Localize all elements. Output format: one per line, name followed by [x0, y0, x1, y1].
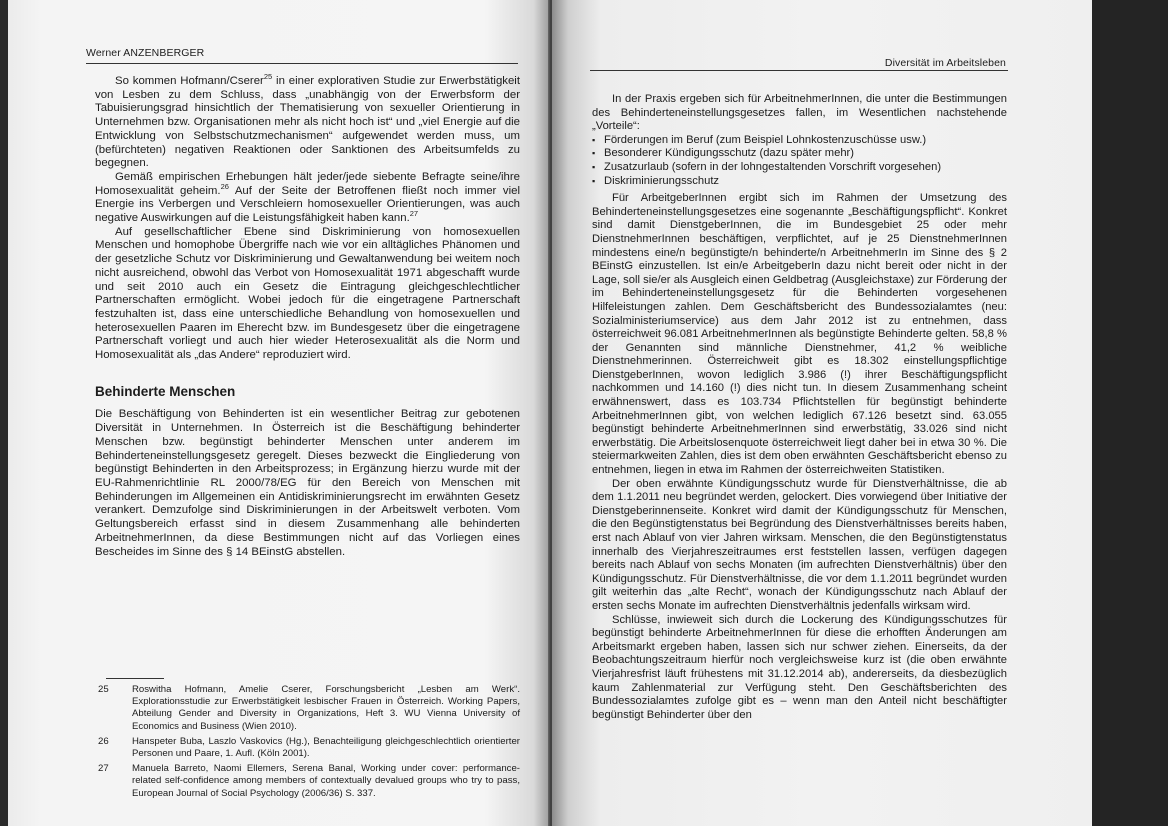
section-heading: Behinderte Menschen [95, 383, 236, 399]
paragraph: In der Praxis ergeben sich für ArbeitnehmerInnen, die unter die Bestimmungen des Behinderteneinstellungsgesetzes fallen, im Wesentlichen nachstehende „Vorteile“: [592, 93, 1007, 133]
footnote-marker: 27 [409, 209, 419, 219]
paragraph: Schlüsse, inwieweit sich durch die Lockerung des Kündigungsschutzes für begünstigt behinderte ArbeitnehmerInnen für diese die erhofften Änderungen am Arbeitsmarkt ergeben haben, lassen sich nur schwer ziehen. Einerseits, da der Beobachtungszeitraum hierfür noch vergleichsweise kurz ist (die oben erwähnte Vierjahresfrist läuft frühestens mit 31.12.2014 ab), andererseits, da diesbezüglich kaum Zahlenmaterial zur Verfügung steht. Den Geschäftsberichten des Bundessozialamtes zufolge gibt es – wenn man den Anteil nicht beschäftigter begünstigt Behinderter über den [592, 613, 1007, 721]
list-item: ▪ Besonderer Kündigungsschutz (dazu später mehr) [592, 147, 1007, 161]
footnote-marker: 26 [220, 181, 229, 191]
paragraph: Gemäß empirischen Erhebungen hält jeder/jede siebente Befragte seine/ihre Homosexualität geheim.$^{26}$ Auf der Seite der Betroffenen fließt noch immer viel Energie ins Verbergen und Verschleiern homosexueller Orientierungen, was auch negative Auswirkungen auf die Leistungsfähigkeit haben kann.$^{27}$ [95, 170, 520, 225]
list-item: ▪ Förderungen im Beruf (zum Beispiel Lohnkostenzuschüsse usw.) [592, 134, 1007, 148]
left-page [8, 0, 550, 826]
paragraph: So kommen Hofmann/Cserer$^{25}$ in einer explorativen Studie zur Erwerbstätigkeit von Lesben zu dem Schluss, dass „unabhängig von der Erwerbsform der Tabuisierungsgrad hinsichtlich der Thematisierung von sexueller Orientierung in Unternehmen bzw. Organisationen mehr als nicht hoch ist“ und „viel Energie auf die Entwicklung von Selbstschutzmechanismen“ aufgewendet werden muss, um (befürchteten) negativen Reaktionen oder Sanktionen des Arbeitsumfelds zu begegnen. [95, 72, 520, 170]
left-text-column [95, 72, 520, 559]
paragraph: Für ArbeitgeberInnen ergibt sich im Rahmen der Umsetzung des Behinderteneinstellungsgesetzes eine sogenannte „Beschäftigungspflicht“. Konkret sind damit DienstgeberInnen, die im Bundesgebiet 25 oder mehr DienstnehmerInnen beschäftigen, verpflichtet, auf je 25 DienstnehmerInnen mindestens eine/n begünstigte/n behinderte/n ArbeitnehmerIn im Sinne des § 2 BEinstG einzustellen. Ist ein/e ArbeitgeberIn dazu nicht bereit oder nicht in der Lage, soll sie/er als Ausgleich einen Geldbetrag (Ausgleichstaxe) zur Förderung der im Behinderteneinstellungsgesetz für die Behinderten vorgesehenen Hilfeleistungen zahlen. Dem Geschäftsbericht des Bundessozialamtes (neu: Sozialministeriumservice) aus dem Jahr 2012 ist zu entnehmen, dass österreichweit 96.081 ArbeitnehmerInnen als begünstigte Behinderte gelten. 58,8 % der Genannten sind männliche Dienstnehmer, 41,2 % weibliche Dienstnehmerinnen. Österreichweit gibt es 18.302 einstellungspflichtige DienstgeberInnen, wovon lediglich 3.986 (!) ihrer Beschäftigungspflicht nachkommen und 14.160 (!) dies nicht tun. In diesem Zusammenhang scheint erwähnenswert, dass es 103.734 Pflichtstellen für begünstigt behinderte ArbeitnehmerInnen gibt, von welchen lediglich 67.126 besetzt sind. 63.055 begünstigt behinderte ArbeitnehmerInnen sind erwerbstätig, 33.026 sind nicht erwerbstätig. Die Arbeitslosenquote österreichweit liegt daher bei in etwa 30 %. Die steiermarkweiten Zahlen, dies ist dem oben erwähnten Geschäftsbericht ebenso zu entnehmen, liegen in etwa im Rahmen der österreichweiten Statistiken. [592, 192, 1007, 477]
scan-background [1092, 0, 1168, 826]
running-head-right: Diversität im Arbeitsleben [884, 57, 1006, 69]
footnote: 26 Hanspeter Buba, Laszlo Vaskovics (Hg.), Benachteiligung gleichgeschlechtlich orientierter Personen und Paare, 1. Aufl. (Köln 2001). [98, 735, 520, 760]
header-rule-right [590, 70, 1008, 71]
right-text-column [592, 93, 1007, 722]
paragraph: Die Beschäftigung von Behinderten ist ein wesentlicher Beitrag zur gebotenen Diversität in Unternehmen. In Österreich ist die Beschäftigung behinderter Menschen bzw. begünstigt behinderter Menschen unter anderem im Behinderteneinstellungsgesetz geregelt. Dieses bezweckt die Eingliederung von begünstigt Behinderten in den Arbeitsprozess; in Ergänzung hierzu wurde mit der EU-Rahmenrichtlinie RL 2000/78/EG für den Bereich von Menschen mit Behinderungen im Allgemeinen ein Antidiskriminierungsrecht im erwähnten Gesetz verankert. Demzufolge sind Diskriminierungen in der Arbeitswelt verboten. Vom Geltungsbereich erfasst sind in diesem Zusammenhang alle behinderten ArbeitnehmerInnen, da diese Bestimmungen nicht auf das Vorliegen eines Bescheides im Sinne des § 14 BEinstG abstellen. [95, 408, 520, 558]
header-rule-left [86, 63, 518, 64]
right-page [552, 0, 1092, 826]
paragraph: Der oben erwähnte Kündigungsschutz wurde für Dienstverhältnisse, die ab dem 1.1.2011 neu begründet werden, gelockert. Dies vorwiegend über Initiative der Dienstgeberinnenseite. Konkret wird damit der Kündigungsschutz für Menschen, die den Begünstigtenstatus bei Begründung des Dienstverhältnisses bereits haben, erst nach Ablauf von vier Jahren wirksam. Menschen, die den Begünstigtenstatus innerhalb des Vierjahreszeitraumes erst feststellen lassen, verfügen dagegen bereits nach Ablauf von sechs Monaten (im aufrechten Dienstverhältnis) über den Kündigungsschutz. Für Dienstverhältnisse, die vor dem 1.1.2011 begründet wurden gilt weiterhin das „alte Recht“, wonach der Kündigungsschutz nach Ablauf der ersten sechs Monate im aufrechten Dienstverhältnis jedenfalls wirksam wird. [592, 477, 1007, 612]
footnotes [98, 684, 520, 803]
paragraph: Auf gesellschaftlicher Ebene sind Diskriminierung von homosexuellen Menschen und homophobe Übergriffe nach wie vor ein alltägliches Phänomen und der gesetzliche Schutz vor Diskriminierung und Gewaltanwendung bei weitem noch nicht ausreichend, obwohl das Verbot von Homosexualität 1971 abgeschafft wurde und seit 2010 auch ein Gesetz die Eintragung gleichgeschlechtlicher Partnerschaften ermöglicht. Wobei jedoch für die eingetragene Partnerschaft festzuhalten ist, dass eine unterschiedliche Behandlung von homosexuellen und heterosexuellen Paaren im Eherecht bzw. im Bundesgesetz über die eingetragene Partnerschaft vorliegt und auch hier wieder Heterosexualität als die Norm und Homosexualität als „das Andere“ reproduziert wird. [95, 225, 520, 362]
list-item: ▪ Diskriminierungsschutz [592, 175, 1007, 189]
bullet-list [592, 134, 1007, 188]
footnote-rule [106, 678, 164, 679]
footnote: 27 Manuela Barreto, Naomi Ellemers, Serena Banal, Working under cover: performance-related self-confidence among members of contextually devalued groups who try to pass, European Journal of Social Psychology (2006/36) S. 337. [98, 763, 520, 799]
footnote: 25 Roswitha Hofmann, Amelie Cserer, Forschungsbericht „Lesben am Werk“. Explorationsstudie zur Erwerbstätigkeit lesbischer Frauen in Österreich. Working Papers, Abteilung Gender and Diversity in Organizations, Heft 3. WU Vienna University of Economics and Business (Wien 2010). [98, 684, 520, 732]
footnote-marker: 25 [263, 72, 273, 82]
list-item: ▪ Zusatzurlaub (sofern in der lohngestaltenden Vorschrift vorgesehen) [592, 161, 1007, 175]
running-head-left: Werner ANZENBERGER [86, 47, 205, 59]
